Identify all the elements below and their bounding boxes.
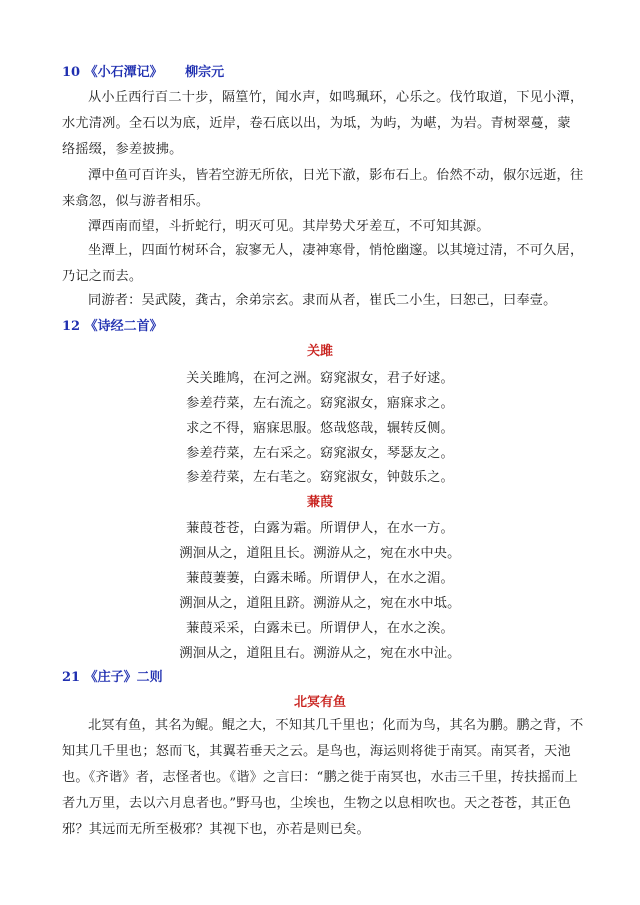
poem-1-title: 关雎	[306, 344, 333, 359]
poem-2-line: 溯洄从之，道阻且跻。溯游从之，宛在水中坻。	[179, 596, 461, 611]
section-21-title: 《庄子》二则	[84, 670, 163, 685]
section-10-paragraph-2: 潭中鱼可百许头，皆若空游无所依，日光下澈，影布石上。佁然不动，俶尔远逝，往来翕忽，似与游者相乐。	[62, 168, 584, 209]
poem-2-line: 蒹葭苍苍，白露为霜。所谓伊人，在水一方。	[186, 521, 454, 536]
section-12-number: 12	[62, 319, 81, 334]
section-21-subtitle: 北冥有鱼	[293, 695, 346, 710]
section-12-title: 《诗经二首》	[84, 319, 163, 334]
poem-1-line: 参差荇菜，左右流之。窈窕淑女，寤寐求之。	[186, 396, 454, 411]
poem-1-line: 参差荇菜，左右采之。窈窕淑女，琴瑟友之。	[186, 446, 454, 461]
section-10-paragraph-3: 潭西南而望，斗折蛇行，明灭可见。其岸势犬牙差互，不可知其源。	[88, 219, 490, 234]
section-10-author: 柳宗元	[185, 65, 225, 80]
poem-2-line: 溯洄从之，道阻且右。溯游从之，宛在水中沚。	[179, 646, 461, 661]
section-10-number: 10	[62, 65, 81, 80]
poem-1-line: 求之不得，寤寐思服。悠哉悠哉，辗转反侧。	[186, 421, 454, 436]
poem-1-line: 关关雎鸠，在河之洲。窈窕淑女，君子好逑。	[186, 371, 454, 386]
poem-1-line: 参差荇菜，左右芼之。窈窕淑女，钟鼓乐之。	[186, 470, 454, 485]
section-10-paragraph-1: 从小丘西行百二十步，隔篁竹，闻水声，如鸣珮环，心乐之。伐竹取道，下见小潭，水尤清冽。全石以为底，近岸，卷石底以出，为坻，为屿，为嵁，为岩。青树翠蔓，蒙络摇缀，参差披拂。	[62, 90, 584, 157]
section-10-paragraph-5: 同游者：吴武陵，龚古，余弟宗玄。隶而从者，崔氏二小生，曰恕己，曰奉壹。	[88, 293, 557, 308]
section-10-heading	[62, 64, 224, 82]
section-10-paragraph-4: 坐潭上，四面竹树环合，寂寥无人，凄神寒骨，悄怆幽邃。以其境过清，不可久居，乃记之而去。	[62, 243, 584, 284]
poem-2-line: 溯洄从之，道阻且长。溯游从之，宛在水中央。	[179, 546, 461, 561]
section-21-paragraph: 北冥有鱼，其名为鲲。鲲之大，不知其几千里也；化而为鸟，其名为鹏。鹏之背，不知其几千里也；怒而飞，其翼若垂天之云。是鸟也，海运则将徙于南冥。南冥者，天池也。《齐谐》者，志怪者也。《谐》之言曰：“鹏之徙于南冥也，水击三千里，抟扶摇而上者九万里，去以六月息者也。”野马也，尘埃也，生物之以息相吹也。天之苍苍，其正色邪？其远而无所至极邪？其视下也，亦若是则已矣。	[62, 718, 584, 837]
section-10-title: 《小石潭记》	[84, 65, 163, 80]
poem-2-title: 蒹葭	[306, 495, 333, 510]
section-21-heading	[62, 669, 163, 687]
section-21-number: 21	[62, 670, 81, 685]
poem-2-line: 蒹葭采采，白露未已。所谓伊人，在水之涘。	[186, 621, 454, 636]
section-12-heading	[62, 318, 163, 336]
poem-2-line: 蒹葭萋萋，白露未晞。所谓伊人，在水之湄。	[186, 571, 454, 586]
